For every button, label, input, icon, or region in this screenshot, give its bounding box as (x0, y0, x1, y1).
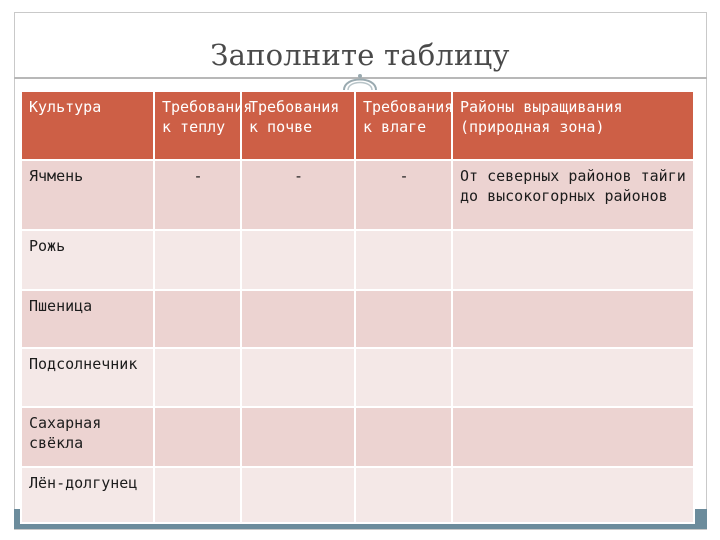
cell-moisture: - (355, 160, 452, 230)
cell-regions (452, 348, 694, 407)
cell-culture: Лён-долгунец (21, 467, 154, 523)
header-regions: Районы выращивания (природная зона) (452, 91, 694, 160)
cell-regions (452, 467, 694, 523)
table-row (21, 348, 694, 407)
cell-moisture (355, 467, 452, 523)
header-heat: Требования к теплу (154, 91, 241, 160)
cell-soil (241, 230, 355, 290)
cell-culture: Рожь (21, 230, 154, 290)
cell-soil (241, 348, 355, 407)
cell-soil (241, 467, 355, 523)
cell-heat (154, 230, 241, 290)
cell-soil (241, 407, 355, 467)
cell-regions: От северных районов тайги до высокогорных районов (452, 160, 694, 230)
cell-regions (452, 407, 694, 467)
table-row (21, 160, 694, 230)
cell-culture: Ячмень (21, 160, 154, 230)
cell-culture: Сахарная свёкла (21, 407, 154, 467)
cell-moisture (355, 348, 452, 407)
cell-regions (452, 290, 694, 348)
cell-heat: - (154, 160, 241, 230)
cell-heat (154, 290, 241, 348)
cell-heat (154, 407, 241, 467)
slide-title: Заполните таблицу (210, 38, 510, 72)
table-row (21, 467, 694, 523)
header-culture: Культура (21, 91, 154, 160)
cell-regions (452, 230, 694, 290)
cell-soil (241, 290, 355, 348)
header-moisture: Требования к влаге (355, 91, 452, 160)
cell-moisture (355, 290, 452, 348)
header-soil: Требования к почве (241, 91, 355, 160)
cell-moisture (355, 407, 452, 467)
cell-heat (154, 348, 241, 407)
table-row (21, 290, 694, 348)
table-row (21, 230, 694, 290)
cell-culture: Пшеница (21, 290, 154, 348)
cell-moisture (355, 230, 452, 290)
table-header-row (21, 91, 694, 160)
table-row (21, 407, 694, 467)
crops-table (20, 90, 695, 524)
cell-soil: - (241, 160, 355, 230)
cell-heat (154, 467, 241, 523)
cell-culture: Подсолнечник (21, 348, 154, 407)
